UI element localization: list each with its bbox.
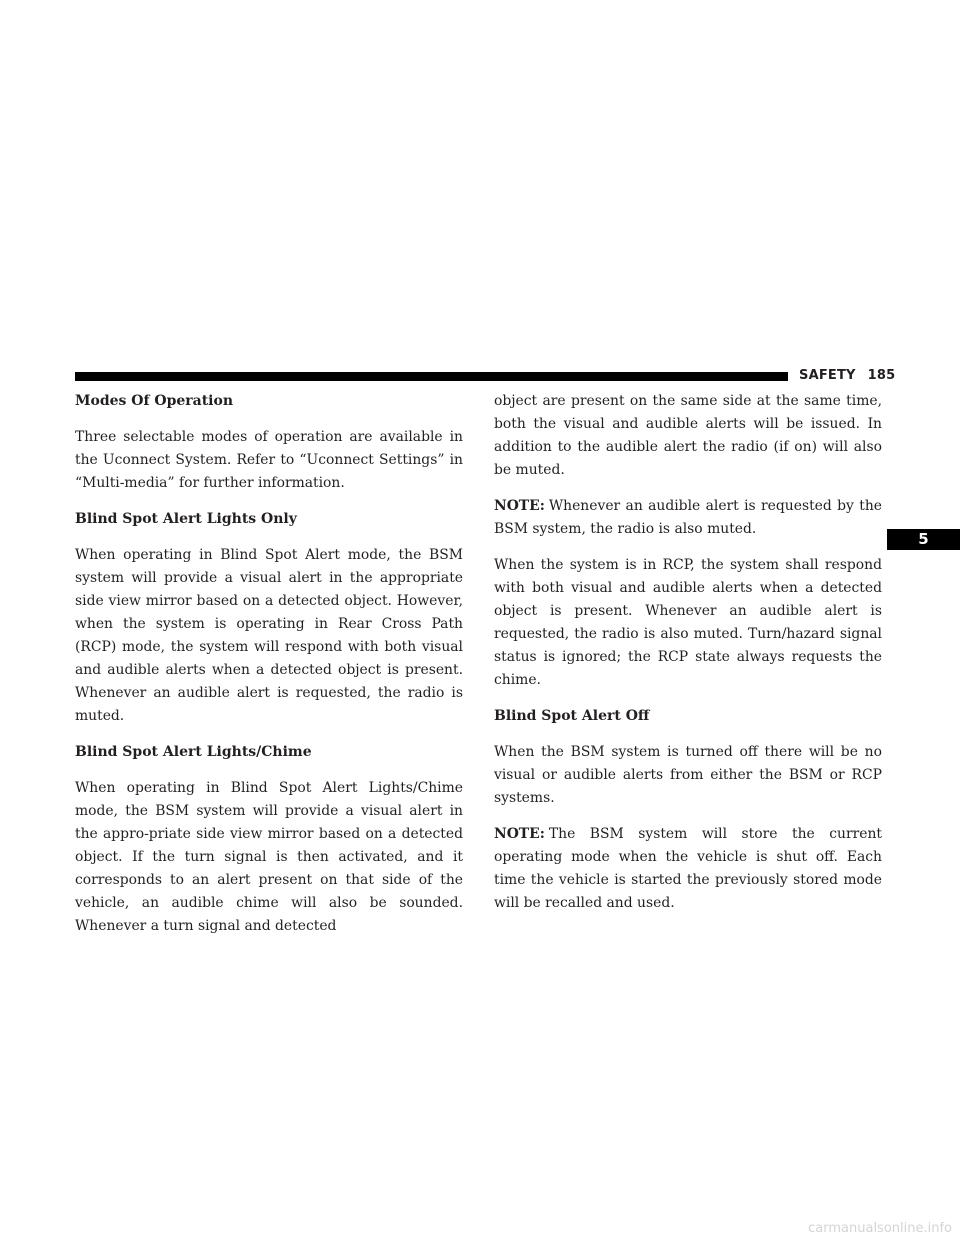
note-text: Whenever an audible alert is requested by the BSM system, the radio is also muted. xyxy=(494,498,882,537)
paragraph-lights-only: When operating in Blind Spot Alert mode, the BSM system will provide a visual alert in the appropriate side view mirror based on a detected object. However, when the system is operating in Rear Cross Path (RCP) mode, the system will respond with both visual and audible alerts when a detected object is present. Whenever an audible alert is requested, the radio is muted. xyxy=(75,547,463,724)
paragraph-rcp: When the system is in RCP, the system shall respond with both visual and audible alerts when a detected object is present. Whenever an audible alert is requested, the radio is also muted. Turn/hazard signal status is ignored; the RCP state always requests the chime. xyxy=(494,557,882,688)
paragraph-lights-chime: When operating in Blind Spot Alert Lights/Chime mode, the BSM system will provide a visual alert in the appro-priate side view mirror based on a detected object. If the turn signal is then activated, and it corresponds to an alert present on that side of the vehicle, an audible chime will also be sounded. Whenever a turn signal and detected xyxy=(75,780,463,934)
page-number: 185 xyxy=(867,368,896,383)
heading-modes-of-operation: Modes Of Operation xyxy=(75,393,234,409)
paragraph-continued: object are present on the same side at the same time, both the visual and audible alerts will be issued. In addition to the audible alert the radio (if on) will also be muted. xyxy=(494,393,882,478)
chapter-thumb-tab: 5 xyxy=(887,529,960,550)
note-paragraph-1 xyxy=(494,495,882,541)
paragraph-modes: Three selectable modes of operation are available in the Uconnect System. Refer to “Uconnect Settings” in “Multi-media” for further information. xyxy=(75,429,463,491)
note-paragraph-2 xyxy=(494,823,882,915)
running-header xyxy=(799,367,895,385)
note-text: The BSM system will store the current operating mode when the vehicle is shut off. Each time the vehicle is started the previously stored mode will be recalled and used. xyxy=(494,826,882,911)
heading-lights-chime: Blind Spot Alert Lights/Chime xyxy=(75,744,312,760)
note-label: NOTE: xyxy=(494,826,545,842)
header-rule xyxy=(75,372,788,381)
watermark: carmanualsonline.info xyxy=(808,1221,952,1236)
left-column xyxy=(75,390,463,951)
section-title: SAFETY xyxy=(799,368,856,383)
note-label: NOTE: xyxy=(494,498,545,514)
paragraph-alert-off: When the BSM system is turned off there will be no visual or audible alerts from either the BSM or RCP systems. xyxy=(494,744,882,806)
heading-alert-off: Blind Spot Alert Off xyxy=(494,708,650,724)
heading-lights-only: Blind Spot Alert Lights Only xyxy=(75,511,297,527)
right-column xyxy=(494,390,882,928)
